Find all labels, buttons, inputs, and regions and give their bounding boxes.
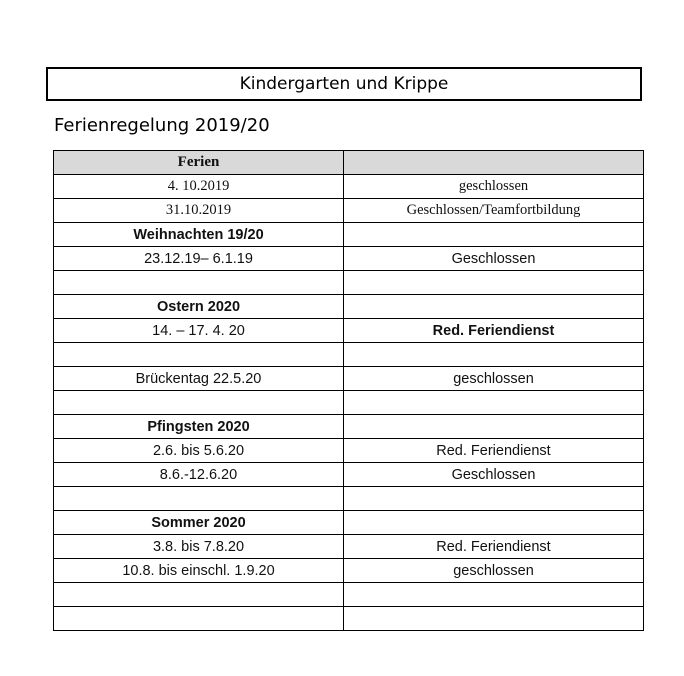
period-cell: 2.6. bis 5.6.20: [54, 439, 344, 463]
table-row-empty: [54, 343, 644, 367]
table-row-empty: [54, 271, 644, 295]
period-cell: [54, 583, 344, 607]
status-cell: geschlossen: [344, 559, 644, 583]
status-cell: geschlossen: [344, 367, 644, 391]
period-cell: 14. – 17. 4. 20: [54, 319, 344, 343]
section-heading-cell: Weihnachten 19/20: [54, 223, 344, 247]
status-cell: Geschlossen: [344, 463, 644, 487]
table-row-empty: [54, 391, 644, 415]
table-row-empty: [54, 607, 644, 631]
period-cell: 8.6.-12.6.20: [54, 463, 344, 487]
status-cell: [344, 295, 644, 319]
period-cell: 4. 10.2019: [54, 175, 344, 199]
status-cell: Red. Feriendienst: [344, 439, 644, 463]
period-cell: [54, 343, 344, 367]
table-row: [54, 199, 644, 223]
status-cell: geschlossen: [344, 175, 644, 199]
period-cell: Brückentag 22.5.20: [54, 367, 344, 391]
table-row-empty: [54, 583, 644, 607]
section-heading-cell: Pfingsten 2020: [54, 415, 344, 439]
table-row: [54, 439, 644, 463]
document-subtitle: Ferienregelung 2019/20: [54, 115, 270, 136]
table-row: [54, 559, 644, 583]
table-row-section: [54, 223, 644, 247]
period-cell: [54, 271, 344, 295]
document-title: Kindergarten und Krippe: [46, 67, 642, 101]
table-row: [54, 535, 644, 559]
status-cell: Geschlossen: [344, 247, 644, 271]
status-cell: [344, 271, 644, 295]
status-cell: Red. Feriendienst: [344, 535, 644, 559]
table-row: [54, 247, 644, 271]
table-row: [54, 319, 644, 343]
period-cell: 3.8. bis 7.8.20: [54, 535, 344, 559]
table-header-row: [54, 151, 644, 175]
holiday-schedule-table: [53, 150, 644, 631]
table-row-section: [54, 415, 644, 439]
table-row-section: [54, 295, 644, 319]
period-cell: [54, 487, 344, 511]
status-cell: [344, 583, 644, 607]
table-row: [54, 367, 644, 391]
status-cell: [344, 343, 644, 367]
status-cell: [344, 223, 644, 247]
table-row-section: [54, 511, 644, 535]
period-cell: 23.12.19– 6.1.19: [54, 247, 344, 271]
table-row: [54, 463, 644, 487]
section-heading-cell: Ostern 2020: [54, 295, 344, 319]
table-row-empty: [54, 487, 644, 511]
section-heading-cell: Sommer 2020: [54, 511, 344, 535]
status-cell: Geschlossen/Teamfortbildung: [344, 199, 644, 223]
header-status: [344, 151, 644, 175]
period-cell: 10.8. bis einschl. 1.9.20: [54, 559, 344, 583]
table-row: [54, 175, 644, 199]
status-cell: Red. Feriendienst: [344, 319, 644, 343]
status-cell: [344, 415, 644, 439]
status-cell: [344, 607, 644, 631]
status-cell: [344, 487, 644, 511]
status-cell: [344, 511, 644, 535]
header-ferien: Ferien: [54, 151, 344, 175]
period-cell: 31.10.2019: [54, 199, 344, 223]
period-cell: [54, 607, 344, 631]
period-cell: [54, 391, 344, 415]
status-cell: [344, 391, 644, 415]
